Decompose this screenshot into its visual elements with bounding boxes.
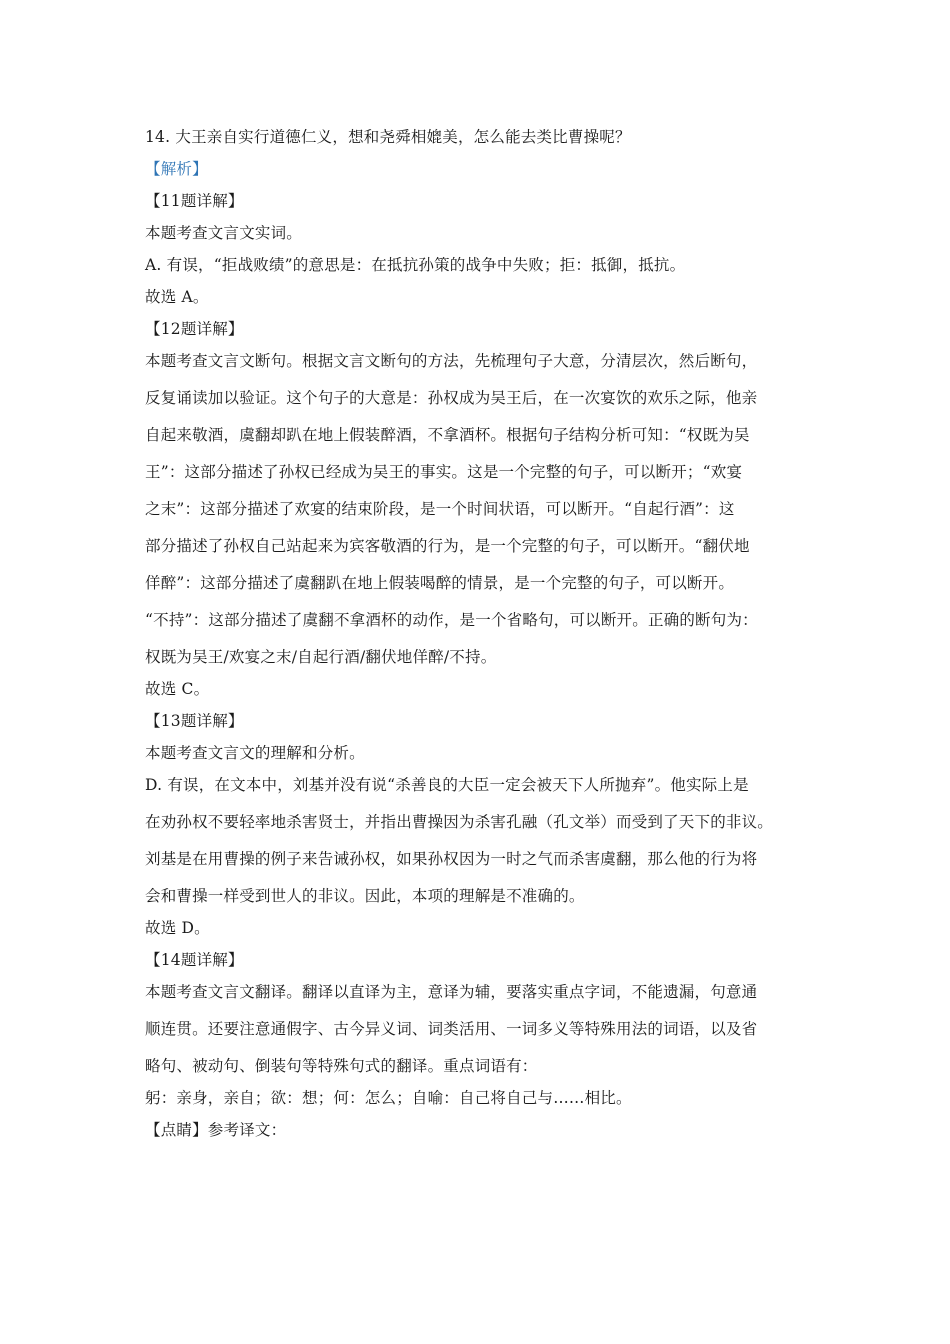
q13-text: 刘基是在用曹操的例子来告诫孙权，如果孙权因为一时之气而杀害虞翻，那么他的行为将 [145,850,758,868]
q12-text: 部分描述了孙权自己站起来为宾客敬酒的行为，是一个完整的句子，可以断开。“翻伏地 [145,537,750,555]
q12-text: “不持”：这部分描述了虞翻不拿酒杯的动作，是一个省略句，可以断开。正确的断句为： [145,611,758,629]
q12-text: 权既为吴王/欢宴之末/自起行酒/翻伏地佯醉/不持。 [145,648,497,666]
q14-text: 顺连贯。还要注意通假字、古今异义词、词类活用、一词多义等特殊用法的词语，以及省 [145,1020,758,1038]
q14-heading: 【14题详解】 [145,951,244,969]
q12-text: 之末”：这部分描述了欢宴的结束阶段，是一个时间状语，可以断开。“自起行酒”：这 [145,500,735,518]
q14-text: 本题考查文言文翻译。翻译以直译为主，意译为辅，要落实重点字词，不能遗漏，句意通 [145,983,758,1001]
q12-text: 王”：这部分描述了孙权已经成为吴王的事实。这是一个完整的句子，可以断开；“欢宴 [145,463,743,481]
q13-text: D. 有误，在文本中，刘基并没有说“杀善良的大臣一定会被天下人所抛弃”。他实际上是 [145,776,749,794]
q12-text: 佯醉”：这部分描述了虞翻趴在地上假装喝醉的情景，是一个完整的句子，可以断开。 [145,574,735,592]
q11-answer: 故选 A。 [145,288,209,306]
translation-line-14: 14. 大王亲自实行道德仁义，想和尧舜相媲美，怎么能去类比曹操呢？ [145,128,631,146]
q11-heading: 【11题详解】 [145,192,244,210]
q11-text: 本题考查文言文实词。 [145,224,303,242]
q14-text: 略句、被动句、倒装句等特殊句式的翻译。重点词语有： [145,1057,538,1075]
q13-text: 在劝孙权不要轻率地杀害贤士，并指出曹操因为杀害孔融（孔文举）而受到了天下的非议。 [145,813,774,831]
q13-text: 本题考查文言文的理解和分析。 [145,744,365,762]
analysis-heading: 【解析】 [145,160,208,178]
hint-heading: 【点睛】参考译文： [145,1121,287,1139]
q11-text: A. 有误，“拒战败绩”的意思是：在抵抗孙策的战争中失败；拒：抵御，抵抗。 [145,256,686,274]
q12-text: 本题考查文言文断句。根据文言文断句的方法，先梳理句子大意，分清层次，然后断句， [145,352,758,370]
document-body [145,125,825,1142]
q12-text: 自起来敬酒，虞翻却趴在地上假装醉酒，不拿酒杯。根据句子结构分析可知：“权既为吴 [145,426,750,444]
q13-answer: 故选 D。 [145,919,210,937]
q12-heading: 【12题详解】 [145,320,244,338]
q12-text: 反复诵读加以验证。这个句子的大意是：孙权成为吴王后，在一次宴饮的欢乐之际，他亲 [145,389,758,407]
q13-text: 会和曹操一样受到世人的非议。因此，本项的理解是不准确的。 [145,887,585,905]
q13-heading: 【13题详解】 [145,712,244,730]
q12-answer: 故选 C。 [145,680,210,698]
q14-key-words: 躬：亲身，亲自；欲：想；何：怎么；自喻：自己将自己与……相比。 [145,1089,632,1107]
